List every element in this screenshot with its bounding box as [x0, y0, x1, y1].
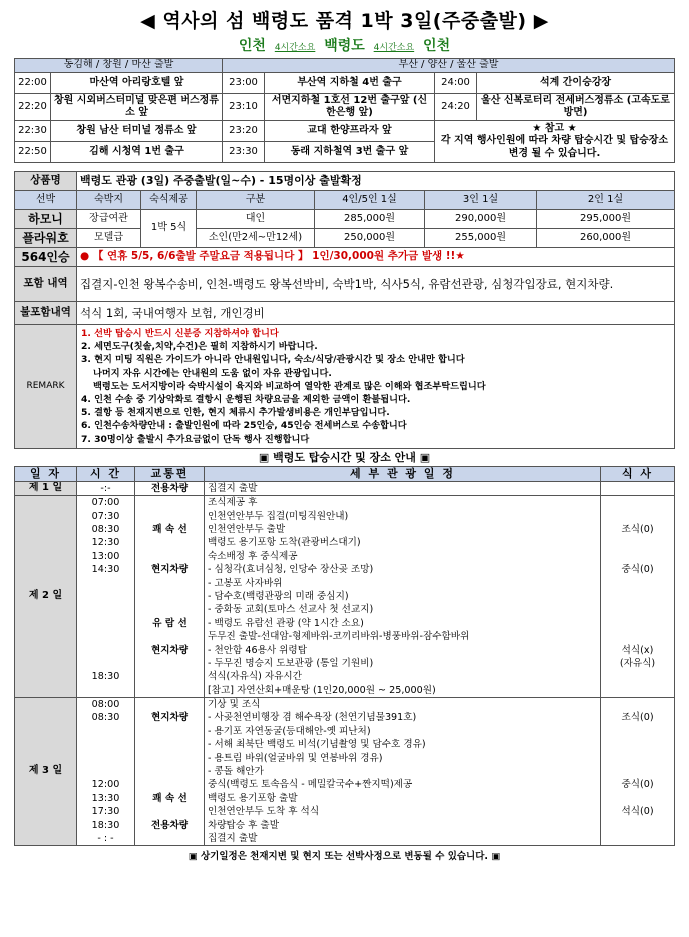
meal-cell: 석식(0): [621, 806, 654, 818]
meal-column: [601, 698, 675, 846]
time-cell: [80, 765, 131, 778]
route-from: 인천: [238, 38, 266, 54]
price-type: 대인: [197, 210, 315, 229]
col-header: 세 부 관 광 일 정: [205, 466, 601, 481]
day2-row: [15, 496, 675, 698]
plan-cell: 인천연안부두 집결(미팅직원안내): [208, 510, 349, 522]
departure-time: 22:50: [15, 142, 51, 163]
transport-column: [135, 496, 205, 698]
meal-cell: [604, 765, 671, 778]
exclude-label: 불포함내역: [15, 302, 77, 325]
route-to: 인천: [423, 38, 451, 54]
remark-item: 4. 인천 수송 중 기상악화로 결항시 운행된 차량요금을 제외한 금액이 환불됩니다.: [81, 394, 411, 406]
day-label: 제 1 일: [15, 481, 77, 495]
day-label: 제 3 일: [15, 698, 77, 846]
remark-item: 백령도는 도서지방이라 숙박시설이 육지와 비교하여 열악한 관계로 많은 이해와 협조부탁드립니다: [93, 380, 486, 392]
price-table: [14, 171, 675, 449]
time-cell: [80, 752, 131, 765]
time-cell: [80, 684, 131, 697]
remark-item: 나머지 자유 시간에는 안내원의 도움 없이 자유 관광입니다.: [93, 367, 332, 379]
transport-cell: 유 람 선: [152, 617, 187, 629]
transport-cell: [138, 536, 201, 549]
departure-note: [435, 121, 675, 163]
meal-cell: 조식(0): [621, 524, 654, 535]
meal-cell: [604, 617, 671, 630]
transport-cell: [138, 698, 201, 711]
include-text: 집결지-인천 왕복수송비, 인천-백령도 왕복선박비, 숙박1박, 식사5식, 유람선관광, 심청각입장료, 현지차량.: [77, 267, 675, 302]
time-cell: [80, 725, 131, 738]
meal-cell: [604, 496, 671, 509]
time-column: [77, 496, 135, 698]
departure-table: [14, 58, 675, 163]
route-mid: 백령도: [324, 38, 365, 54]
plan-cell: 석식(자유식) 자유시간: [208, 671, 302, 683]
departure-time: 24:20: [435, 94, 477, 121]
departure-place: 부산역 지하철 4번 출구: [265, 73, 435, 94]
ship-name: 플라워호: [15, 229, 77, 248]
lodging: 장급여관: [77, 210, 141, 229]
transport-cell: 현지차량: [150, 564, 189, 576]
page-title: ◀ 역사의 섬 백령도 품격 1박 3일(주중출발) ▶: [140, 10, 549, 32]
schedule-title: ▣ 백령도 탑승시간 및 장소 안내 ▣: [258, 450, 431, 464]
transport-cell: [138, 670, 201, 683]
time-cell: [80, 657, 131, 670]
day1-row: [15, 481, 675, 495]
col-header: 구분: [197, 191, 315, 210]
transport-cell: [138, 778, 201, 791]
plan-cell: - 두무진 명승지 도보관광 (통일 기원비): [208, 657, 374, 669]
remark-item: 5. 결항 등 천재지변으로 인한, 현지 체류시 추가발생비용은 개인부담입니다.: [81, 407, 390, 419]
transport-cell: [138, 684, 201, 697]
time-cell: 12:00: [91, 779, 120, 791]
departure-time: 22:00: [15, 73, 51, 94]
time-cell: [80, 644, 131, 657]
time-cell: 18:30: [91, 671, 120, 683]
plan-cell: 기상 및 조식: [208, 699, 261, 711]
time-cell: 08:30: [91, 712, 120, 724]
time-column: [77, 698, 135, 846]
plan-cell: 집결지 출발: [208, 482, 258, 494]
price-value: 255,000원: [425, 229, 537, 248]
transport-cell: 쾌 속 선: [152, 792, 187, 804]
product-name: 백령도 관광 (3일) 주중출발(일~수) - 15명이상 출발확정: [77, 172, 675, 191]
departure-time: 24:00: [435, 73, 477, 94]
col-header: 숙박지: [77, 191, 141, 210]
meals: 1박 5식: [141, 210, 197, 248]
transport-cell: 전용차량: [150, 819, 189, 831]
meal-cell: [604, 670, 671, 683]
remark-item: 1. 선박 탑승시 반드시 신분증 지참하셔야 합니다: [81, 328, 279, 339]
remark-item: 7. 30명이상 출발시 추가요금없이 단독 행사 진행합니다: [81, 433, 310, 445]
plan-cell: 조식제공 후: [208, 497, 258, 509]
include-label: 포함 내역: [15, 267, 77, 302]
col-header: 일 자: [15, 466, 77, 481]
transport-cell: [138, 510, 201, 523]
time-cell: [80, 577, 131, 590]
plan-cell: [참고] 자연산회+매운탕 (1인20,000원 ~ 25,000원): [208, 684, 436, 696]
time-cell: 12:30: [91, 537, 120, 549]
meal-cell: 중식(0): [621, 564, 654, 576]
transport-cell: [138, 603, 201, 616]
meal-cell: [604, 482, 671, 495]
lodging: 모델급: [77, 229, 141, 248]
time-cell: -:-: [100, 482, 111, 494]
remark-label: REMARK: [15, 325, 77, 449]
plan-cell: - 용트림 바위(얼굴바위 및 연봉바위 경유): [208, 752, 383, 764]
departure-time: 23:20: [223, 121, 265, 142]
remark-item: 2. 세면도구(칫솔,치약,수건)은 필히 지참하시기 바랍니다.: [81, 341, 318, 353]
transport-cell: [138, 496, 201, 509]
price-value: 250,000원: [315, 229, 425, 248]
time-cell: 13:00: [91, 550, 120, 562]
departure-place: 마산역 아리랑호텔 앞: [51, 73, 223, 94]
time-cell: 07:30: [91, 510, 120, 522]
time-cell: [80, 603, 131, 616]
plan-cell: 인천연안부두 도착 후 석식: [208, 806, 320, 818]
product-label: 상품명: [15, 172, 77, 191]
plan-cell: 백령도 용기포항 출발: [208, 792, 298, 804]
time-cell: [80, 630, 131, 643]
departure-place: 동래 지하철역 3번 출구 앞: [265, 142, 435, 163]
time-cell: 07:00: [91, 497, 120, 509]
schedule-table: [14, 466, 675, 847]
meal-cell: [604, 738, 671, 751]
route-line: [14, 34, 675, 58]
meal-cell: [604, 577, 671, 590]
transport-cell: [138, 577, 201, 590]
time-cell: 18:30: [91, 819, 120, 831]
table-row: [15, 121, 675, 142]
plan-cell: - 중화동 교회(토마스 선교사 첫 선교지): [208, 604, 374, 616]
time-cell: 17:30: [91, 806, 120, 818]
transport-cell: [138, 590, 201, 603]
meal-cell: [604, 684, 671, 697]
remark-item: 3. 현지 미팅 직원은 가이드가 아니라 안내원입니다, 숙소/식당/관광시간 및 장소 안내만 합니다: [81, 354, 465, 366]
time-cell: [80, 738, 131, 751]
price-value: 290,000원: [425, 210, 537, 229]
plan-cell: - 콩돌 해안가: [208, 766, 264, 778]
transport-column: [135, 698, 205, 846]
plan-cell: - 사곶천연비행장 겸 해수욕장 (천연기념물391호): [208, 712, 417, 724]
time-cell: 14:30: [91, 564, 120, 576]
departure-time: 23:00: [223, 73, 265, 94]
departure-header-left: 동김해 / 창원 / 마산 출발: [15, 59, 223, 73]
transport-cell: [138, 752, 201, 765]
remark-list: [77, 325, 675, 449]
holiday-notice: ● 【 연휴 5/5, 6/6출발 주말요금 적용됩니다 】 1인/30,000원 추가금 발생 !!★: [77, 248, 675, 267]
departure-place: 교대 한양프라자 앞: [265, 121, 435, 142]
meal-cell: 중식(0): [621, 779, 654, 791]
col-header: 선박: [15, 191, 77, 210]
remark-item: 6. 인천수송차량안내 : 출발인원에 따라 25인승, 45인승 전세버스로 수송합니다: [81, 420, 407, 432]
transport-cell: 전용차량: [150, 482, 189, 494]
meal-cell: [604, 725, 671, 738]
transport-cell: [138, 832, 201, 845]
plan-cell: 백령도 용기포항 도착(관광버스대기): [208, 537, 361, 549]
transport-cell: [138, 657, 201, 670]
transport-cell: [138, 738, 201, 751]
time-cell: - : -: [97, 832, 114, 844]
departure-place: 창원 남산 터미널 정류소 앞: [51, 121, 223, 142]
departure-time: 22:20: [15, 94, 51, 121]
meal-cell: [604, 792, 671, 805]
table-row: [15, 94, 675, 121]
departure-place: 창원 시외버스터미널 맞은편 버스정류소 앞: [51, 94, 223, 121]
meal-cell: [604, 832, 671, 845]
meal-cell: [604, 590, 671, 603]
col-header: 4인/5인 1실: [315, 191, 425, 210]
departure-place: 서면지하철 1호선 12번 출구앞 (신한은행 앞): [265, 94, 435, 121]
meal-cell: [604, 698, 671, 711]
departure-place: 김해 시청역 1번 출구: [51, 142, 223, 163]
day-label: 제 2 일: [15, 496, 77, 698]
plan-column: [205, 698, 601, 846]
departure-time: 23:10: [223, 94, 265, 121]
price-value: 260,000원: [537, 229, 675, 248]
departure-time: 22:30: [15, 121, 51, 142]
col-header: 교통편: [135, 466, 205, 481]
plan-cell: 숙소배정 후 중식제공: [208, 550, 298, 562]
transport-cell: 쾌 속 선: [152, 524, 187, 535]
meal-cell: [604, 819, 671, 832]
plan-cell: - 천안함 46용사 위령탑: [208, 644, 307, 656]
time-cell: 08:30: [91, 524, 120, 535]
plan-cell: 집결지 출발: [208, 832, 258, 844]
departure-place: 울산 신복로터리 전세버스정류소 (고속도로방면): [477, 94, 675, 121]
departure-time: 23:30: [223, 142, 265, 163]
time-cell: 13:30: [91, 792, 120, 804]
plan-cell: - 심청각(효녀심청, 인당수 장산곶 조망): [208, 564, 374, 576]
col-header: 3인 1실: [425, 191, 537, 210]
departure-place: 석계 간이승강장: [477, 73, 675, 94]
plan-cell: 중식(백령도 토속음식 - 메밀칼국수+짠지떡)제공: [208, 779, 413, 791]
col-header: 시 간: [77, 466, 135, 481]
transport-cell: [138, 630, 201, 643]
note-text: 각 지역 행사인원에 따라 차량 탑승시간 및 탑승장소 변경 될 수 있습니다.: [440, 135, 669, 159]
seat-count: 564인승: [15, 248, 77, 267]
meal-cell: (자유식): [619, 657, 656, 669]
meal-cell: [604, 603, 671, 616]
note-title: ★ 참고 ★: [532, 122, 577, 134]
plan-cell: - 서해 최북단 백령도 비석(기념촬영 및 담수호 경유): [208, 739, 426, 751]
transport-cell: [138, 765, 201, 778]
time-cell: [80, 590, 131, 603]
plan-cell: 두무진 출발-선대암-형제바위-코끼리바위-병풍바위-잠수함바위: [208, 631, 470, 643]
price-value: 285,000원: [315, 210, 425, 229]
transport-cell: 현지차량: [150, 712, 189, 724]
meal-cell: 석식(x): [621, 644, 654, 656]
col-header: 식 사: [601, 466, 675, 481]
transport-cell: [138, 725, 201, 738]
price-type: 소인(만2세~만12세): [197, 229, 315, 248]
meal-cell: [604, 752, 671, 765]
meal-cell: [604, 536, 671, 549]
col-header: 숙식제공: [141, 191, 197, 210]
transport-cell: [138, 805, 201, 818]
day3-row: [15, 698, 675, 846]
plan-cell: - 용기포 자연동굴(등대해안-옛 피난처): [208, 725, 371, 737]
col-header: 2인 1실: [537, 191, 675, 210]
time-cell: [80, 617, 131, 630]
exclude-text: 석식 1회, 국내여행자 보험, 개인경비: [77, 302, 675, 325]
price-value: 295,000원: [537, 210, 675, 229]
plan-cell: - 고봉포 사자바위: [208, 577, 283, 589]
route-duration-1: 4시간소요: [274, 43, 316, 53]
route-duration-2: 4시간소요: [373, 43, 415, 53]
plan-cell: - 담수호(백령관광의 미래 중심지): [208, 590, 349, 602]
meal-cell: [604, 630, 671, 643]
time-cell: 08:00: [91, 699, 120, 711]
transport-cell: [138, 550, 201, 563]
departure-header-right: 부산 / 양산 / 울산 출발: [223, 59, 675, 73]
table-row: [15, 73, 675, 94]
schedule-footer: ▣ 상기일정은 천재지변 및 현지 또는 선박사정으로 변동될 수 있습니다. ▣: [188, 851, 501, 863]
meal-cell: [604, 550, 671, 563]
meal-cell: 조식(0): [621, 712, 654, 724]
plan-cell: 인천연안부두 출발: [208, 524, 286, 535]
meal-column: [601, 496, 675, 698]
transport-cell: 현지차량: [150, 644, 189, 656]
plan-cell: 차량탑승 후 출발: [208, 819, 279, 831]
meal-cell: [604, 510, 671, 523]
plan-column: [205, 496, 601, 698]
ship-name: 하모니: [15, 210, 77, 229]
plan-cell: - 백령도 유람선 관광 (약 1시간 소요): [208, 617, 364, 629]
